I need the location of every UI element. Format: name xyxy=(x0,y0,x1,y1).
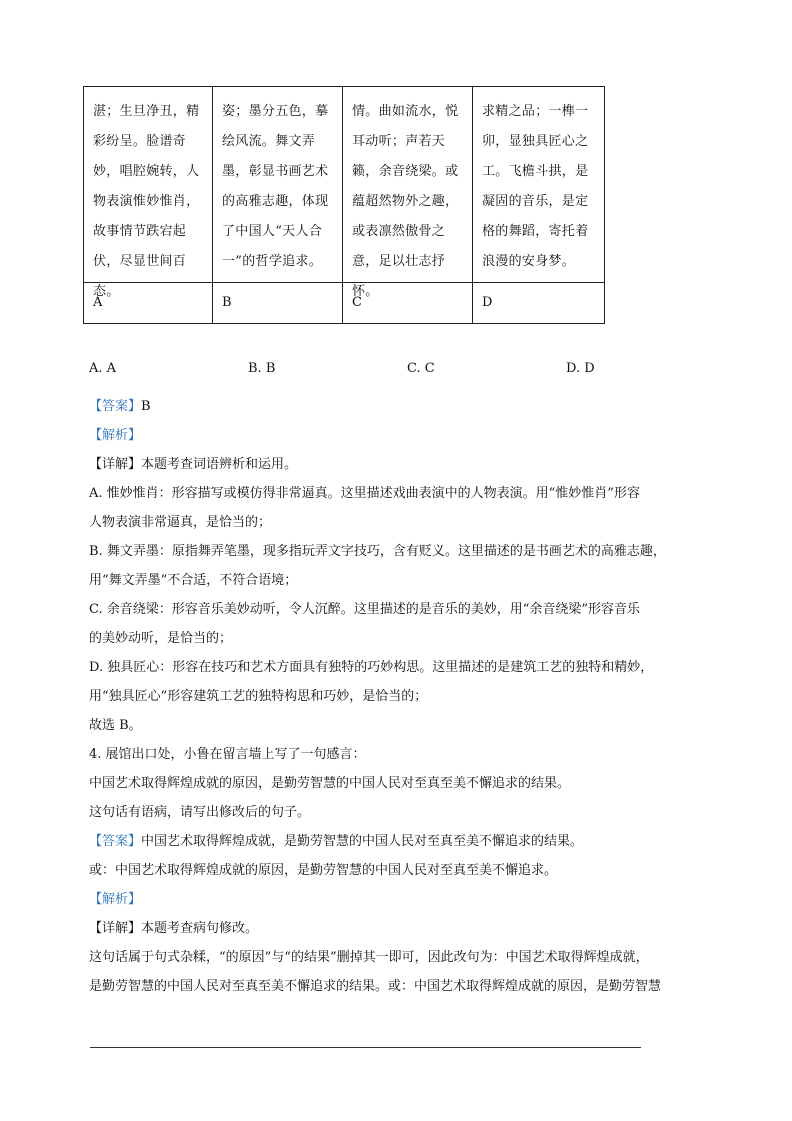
q3-d-line-1: D. 独具匠心：形容在技巧和艺术方面具有独特的巧妙构思。这里描述的是建筑工艺的独特和精妙， xyxy=(89,660,654,675)
q3-analysis xyxy=(89,421,709,450)
cell-label-a: A xyxy=(84,283,213,324)
cell-label-b: B xyxy=(213,283,343,324)
q4-instruction: 这句话有语病，请写出修改后的句子。 xyxy=(89,805,311,820)
q4-answer-1: 【答案】中国艺术取得辉煌成就，是勤劳智慧的中国人民对至真至美不懈追求的结果。 xyxy=(89,834,584,849)
q3-conclusion: 故选 B。 xyxy=(89,718,142,733)
analysis-tag: 【解析】 xyxy=(89,428,142,443)
cell-text-d: 求精之品；一榫一卯，显独具匠心之工。飞檐斗拱，是凝固的音乐，是定格的舞蹈，寄托着浪漫的安身梦。 xyxy=(473,87,605,283)
cell-label-c: C xyxy=(343,283,473,324)
cell-text-a: 湛；生旦净丑，精彩纷呈。脸谱奇妙，唱腔婉转，人物表演惟妙惟肖，故事情节跌宕起伏，尽显世间百态。 xyxy=(84,87,213,283)
answer-tag: 【答案】 xyxy=(89,399,142,414)
q3-d-line-2: 用“独具匠心”形容建筑工艺的独特构思和巧妙，是恰当的； xyxy=(89,689,428,704)
option-a: A. A xyxy=(89,361,117,376)
cell-text-b: 姿；墨分五色，摹绘风流。舞文弄墨，彰显书画艺术的高雅志趣，体现了中国人“天人合一”的哲学追求。 xyxy=(213,87,343,283)
answer-tag: 【答案】 xyxy=(89,834,142,849)
table-text-row xyxy=(84,87,605,283)
q4-sentence: 中国艺术取得辉煌成就的原因，是勤劳智慧的中国人民对至真至美不懈追求的结果。 xyxy=(89,776,571,791)
cell-label-d: D xyxy=(473,283,605,324)
answer-options xyxy=(89,361,649,381)
detail-tag: 【详解】 xyxy=(89,921,142,936)
option-b: B. B xyxy=(248,361,276,376)
q3-detail: 【详解】本题考查词语辨析和运用。 xyxy=(89,457,298,472)
options-table xyxy=(83,86,605,324)
q4-analysis xyxy=(89,885,709,914)
analysis-tag: 【解析】 xyxy=(89,892,142,907)
q4-detail: 【详解】本题考查病句修改。 xyxy=(89,921,259,936)
q4-explain-1: 这句话属于句式杂糅，“的原因”与“的结果”删掉其一即可，因此改句为：中国艺术取得辉煌成就， xyxy=(89,950,649,965)
cell-text-c: 情。曲如流水，悦耳动听；声若天籁，余音绕梁。或蕴超然物外之趣，或表凛然傲骨之意，足以壮志抒怀。 xyxy=(343,87,473,283)
option-d: D. D xyxy=(566,361,595,376)
q3-a-line-2: 人物表演非常逼真，是恰当的； xyxy=(89,515,272,530)
q4-answer-2: 或：中国艺术取得辉煌成就的原因，是勤劳智慧的中国人民对至真至美不懈追求。 xyxy=(89,863,558,878)
q4-explain-2: 是勤劳智慧的中国人民对至真至美不懈追求的结果。或：中国艺术取得辉煌成就的原因，是勤劳智慧 xyxy=(89,979,662,994)
q3-c-line-2: 的美妙动听，是恰当的； xyxy=(89,631,233,646)
q3-b-line-1: B. 舞文弄墨：原指舞弄笔墨，现多指玩弄文字技巧，含有贬义。这里描述的是书画艺术的高雅志趣， xyxy=(89,544,666,559)
footer-divider xyxy=(90,1047,641,1048)
q4-prompt: 4. 展馆出口处，小鲁在留言墙上写了一句感言： xyxy=(89,747,366,762)
option-c: C. C xyxy=(407,361,435,376)
solution-content xyxy=(89,392,709,1001)
q3-answer: 【答案】B xyxy=(89,399,151,414)
q3-a-line-1: A. 惟妙惟肖：形容描写或模仿得非常逼真。这里描述戏曲表演中的人物表演。用“惟妙惟肖”形容 xyxy=(89,486,640,501)
table-label-row xyxy=(84,283,605,324)
detail-tag: 【详解】 xyxy=(89,457,142,472)
q3-c-line-1: C. 余音绕梁：形容音乐美妙动听，令人沉醉。这里描述的是音乐的美妙，用“余音绕梁”形容音乐 xyxy=(89,602,641,617)
q3-b-line-2: 用“舞文弄墨”不合适，不符合语境； xyxy=(89,573,298,588)
